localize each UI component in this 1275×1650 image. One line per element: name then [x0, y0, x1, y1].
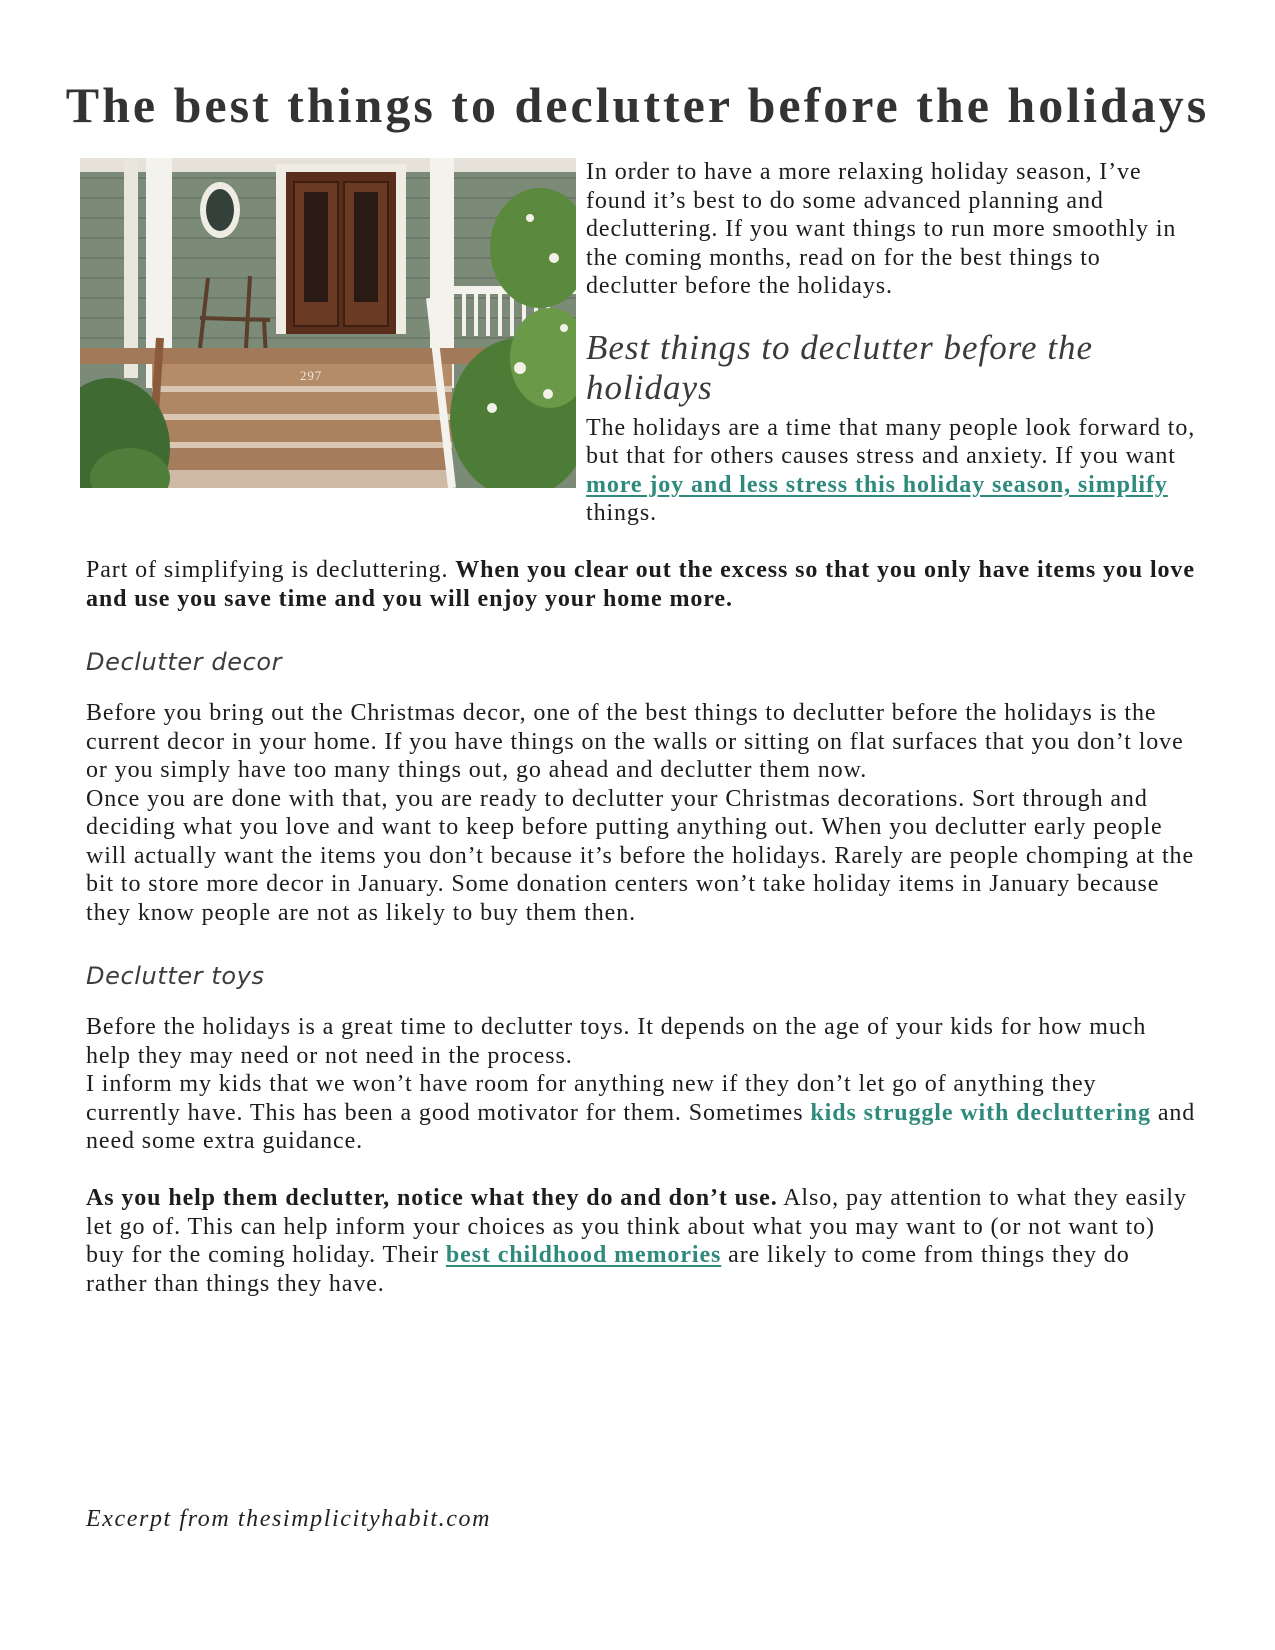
- toys-paragraph-1: Before the holidays is a great time to declutter toys. It depends on the age of your kids for how much help they may need or not need in the process.: [86, 1014, 1147, 1069]
- simplify-link[interactable]: more joy and less stress this holiday season, simplify: [586, 471, 1168, 498]
- porch-photo: [80, 158, 576, 488]
- decor-heading: Declutter decor: [86, 648, 283, 676]
- section-paragraph-1: The holidays are a time that many people look forward to, but that for others causes stress and anxiety. If you want more joy and less stress this holiday season, simplify things.: [586, 414, 1196, 526]
- toys-paragraph-2: I inform my kids that we won’t have room for anything new if they don’t let go of anything they currently have. This has been a good motivator for them. Sometimes kids struggle with decluttering and need some extra guidance.: [86, 1071, 1196, 1154]
- section-paragraph-2: Part of simplifying is decluttering. When you clear out the excess so that you only have items you love and use you save time and you will enjoy your home more.: [86, 557, 1195, 612]
- kids-struggle-link[interactable]: kids struggle with decluttering: [810, 1099, 1151, 1126]
- toys-bold-text: As you help them declutter, notice what they do and don’t use.: [86, 1185, 778, 1211]
- section-heading: Best things to declutter before the holidays: [586, 327, 1094, 407]
- svg-text:297: 297: [300, 368, 323, 383]
- toys-paragraph-3: As you help them declutter, notice what they do and don’t use. Also, pay attention to what they easily let go of. This can help inform your choices as you think about what you may want to (or not want to) buy for the coming holiday. Their best childhood memories are likely to come from things they do rather than things they have.: [86, 1185, 1187, 1297]
- intro-paragraph: In order to have a more relaxing holiday season, I’ve found it’s best to do some advanced planning and decluttering. If you want things to run more smoothly in the coming months, read on for the best things to declutter before the holidays.: [586, 159, 1177, 299]
- decor-paragraph-1: Before you bring out the Christmas decor, one of the best things to declutter before the holidays is the current decor in your home. If you have things on the walls or sitting on flat surfaces that you don’t love or you simply have too many things out, go ahead and declutter them now.: [86, 700, 1184, 783]
- article-body: [86, 158, 1196, 1298]
- childhood-memories-link[interactable]: best childhood memories: [445, 1242, 722, 1268]
- porch-illustration: [80, 158, 576, 488]
- decor-paragraph-2: Once you are done with that, you are ready to declutter your Christmas decorations. Sort through and deciding what you love and want to keep before putting anything out. When you declutter early people will actually want the items you don’t because it’s before the holidays. Rarely are people chomping at the bit to store more decor in January. Some donation centers won’t take holiday items in January because they know people are not as likely to buy them then.: [86, 785, 1194, 926]
- section-bold-text: When you clear out the excess so that you only have items you love and use you save time and you will enjoy your home more.: [86, 557, 1195, 612]
- footer-credit: Excerpt from thesimplicityhabit.com: [86, 1506, 492, 1532]
- toys-heading: Declutter toys: [86, 962, 265, 990]
- page-title: The best things to declutter before the holidays: [65, 77, 1210, 133]
